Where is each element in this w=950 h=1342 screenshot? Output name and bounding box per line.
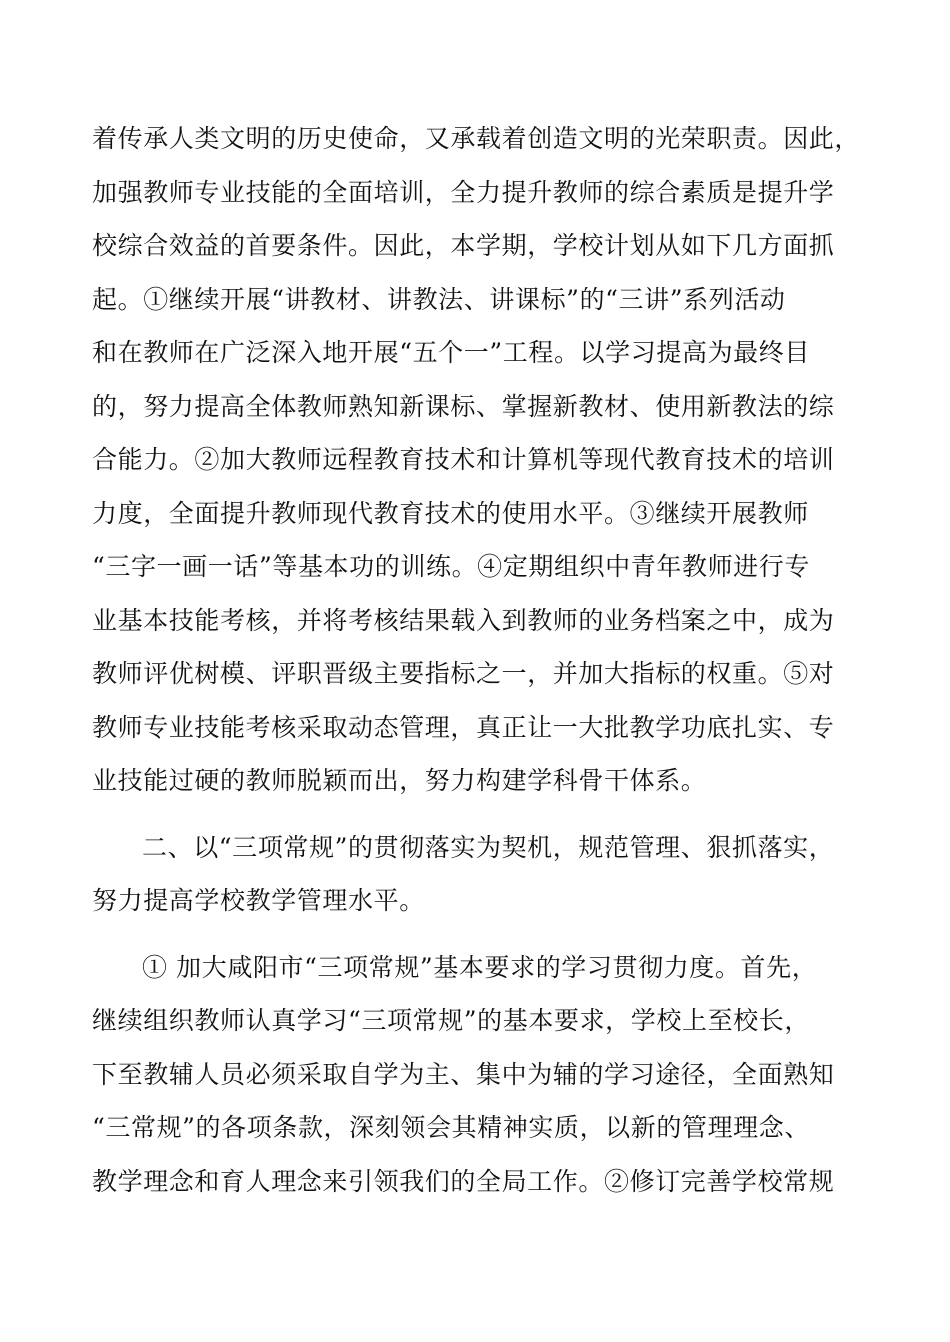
text-line: 下至教辅人员必须采取自学为主、集中为辅的学习途径，全面熟知 xyxy=(92,1059,835,1089)
text-line: 教师专业技能考核采取动态管理，真正让一大批教学功底扎实、专 xyxy=(92,712,835,742)
section-heading-line: 二、以“三项常规”的贯彻落实为契机，规范管理、狠抓落实， xyxy=(142,832,835,862)
text-line: 教师评优树模、评职晋级主要指标之一，并加大指标的权重。⑤对 xyxy=(92,659,835,688)
text-line: 力度，全面提升教师现代教育技术的使用水平。③继续开展教师 xyxy=(92,498,809,528)
text-line: 合能力。②加大教师远程教育技术和计算机等现代教育技术的培训 xyxy=(92,445,835,474)
section-heading-line: 努力提高学校教学管理水平。 xyxy=(92,886,425,915)
document-body xyxy=(92,117,882,1213)
text-line: “三常规”的各项条款，深刻领会其精神实质，以新的管理理念、 xyxy=(92,1113,810,1142)
text-line: 继续组织教师认真学习“三项常规”的基本要求，学校上至校长， xyxy=(92,1006,810,1035)
text-line: 教学理念和育人理念来引领我们的全局工作。②修订完善学校常规 xyxy=(92,1166,835,1196)
text-line: 和在教师在广泛深入地开展“五个一”工程。以学习提高为最终目 xyxy=(92,338,810,367)
text-line: 着传承人类文明的历史使命，又承载着创造文明的光荣职责。因此， xyxy=(92,124,861,153)
text-line: 起。①继续开展“讲教材、讲教法、讲课标”的“三讲”系列活动 xyxy=(92,284,786,314)
text-line: 的，努力提高全体教师熟知新课标、掌握新教材、使用新教法的综 xyxy=(92,391,835,421)
text-line: 业技能过硬的教师脱颖而出，努力构建学科骨干体系。 xyxy=(92,766,707,795)
text-line: 加强教师专业技能的全面培训，全力提升教师的综合素质是提升学 xyxy=(92,177,835,207)
text-line: 校综合效益的首要条件。因此，本学期，学校计划从如下几方面抓 xyxy=(92,231,835,260)
text-line: 业基本技能考核，并将考核结果载入到教师的业务档案之中，成为 xyxy=(92,605,835,635)
text-line: “三字一画一话”等基本功的训练。④定期组织中青年教师进行专 xyxy=(92,552,810,581)
text-line: ① 加大咸阳市“三项常规”基本要求的学习贯彻力度。首先， xyxy=(142,952,818,982)
